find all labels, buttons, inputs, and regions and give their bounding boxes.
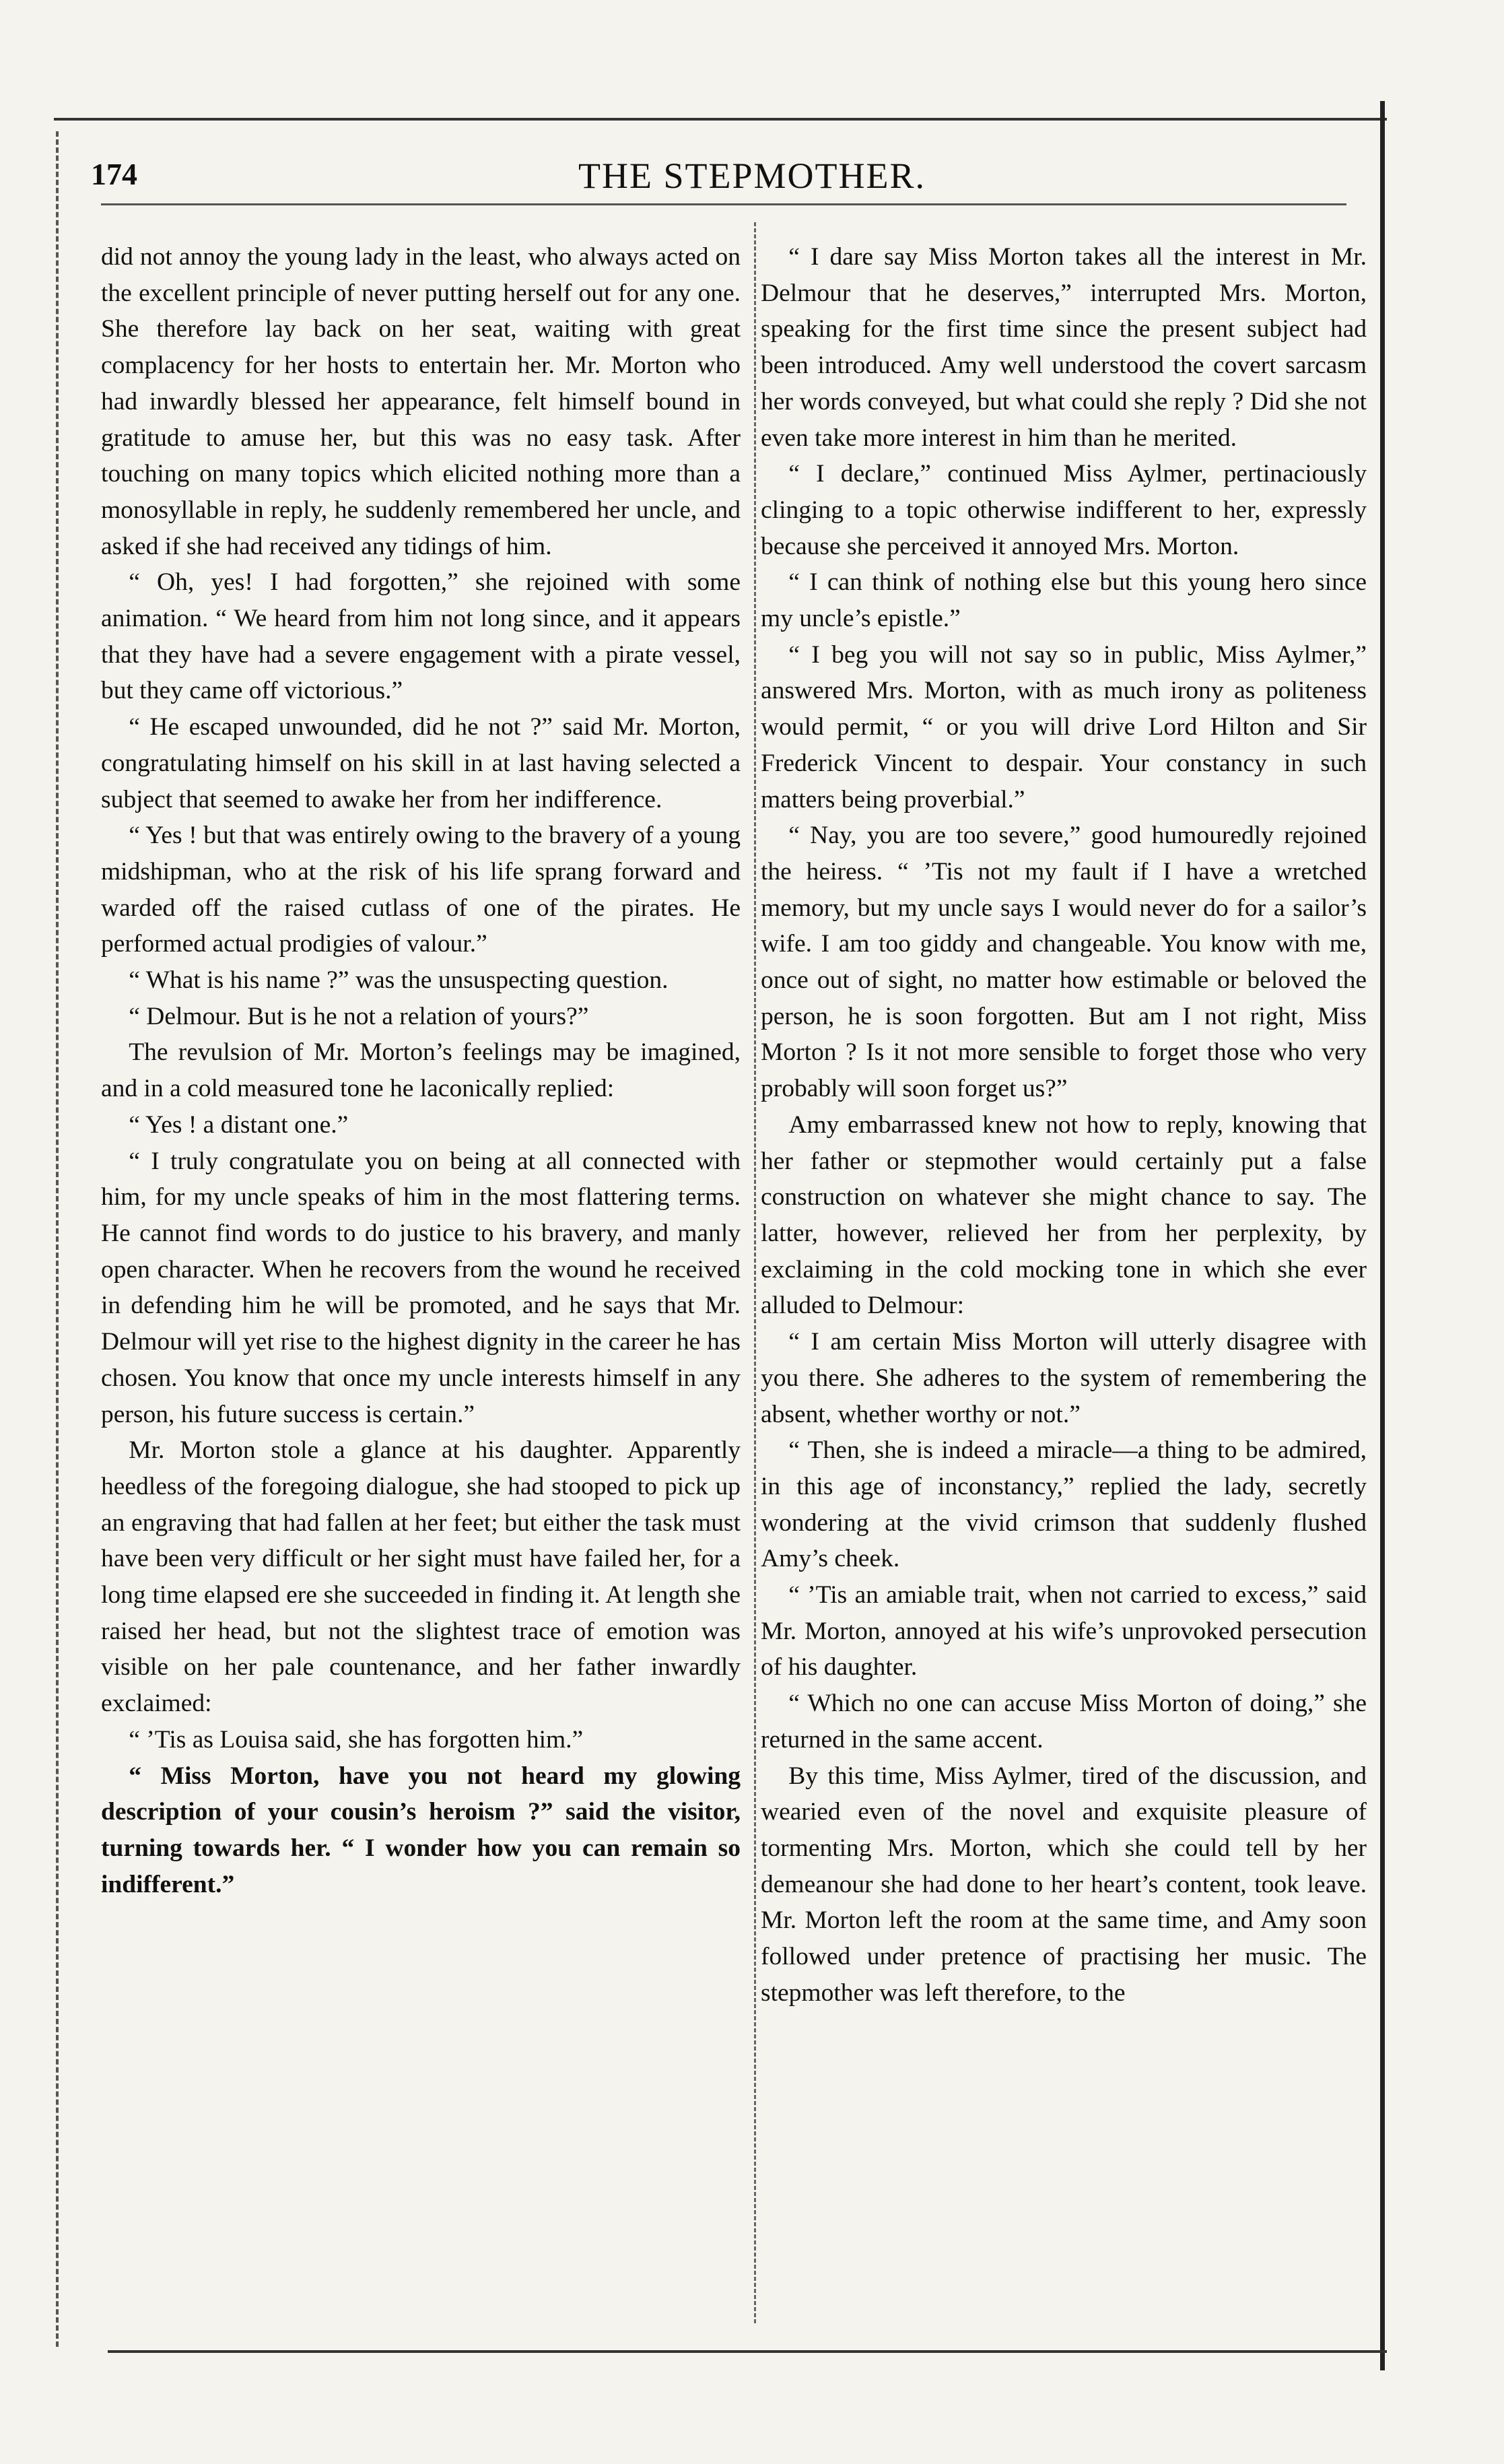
paragraph: “ ’Tis as Louisa said, she has forgotten him.” — [129, 1725, 584, 1754]
paragraph: “ Miss Morton, have you not heard my glowing description of your cousin’s heroism ?” said the visitor, turning towards her. “ I wonder how you can remain so indifferent.” — [101, 1762, 741, 1898]
paragraph: “ Nay, you are too severe,” good humouredly rejoined the heiress. “ ’Tis not my fault if I have a wretched memory, but my uncle says I would never do for a sailor’s wife. I am too giddy and changeable. You know with me, once out of sight, no matter how estimable or beloved the person, he is soon forgotten. But am I not right, Miss Morton ? Is it not more sensible to forget those who very probably will soon forget us?” — [761, 822, 1367, 1103]
paragraph: “ I dare say Miss Morton takes all the interest in Mr. Delmour that he deserves,” interrupted Mrs. Morton, speaking for the first time since the present subject had been introduced. Amy well understood the covert sarcasm her words conveyed, but what could she reply ? Did she not even take more interest in him than he merited. — [761, 243, 1367, 452]
paragraph: The revulsion of Mr. Morton’s feelings may be imagined, and in a cold measured tone he laconically replied: — [101, 1038, 741, 1103]
header-rule — [101, 203, 1346, 205]
paragraph: Mr. Morton stole a glance at his daughter. Apparently heedless of the foregoing dialogue, she had stooped to pick up an engraving that had fallen at her feet; but either the task must have been very difficult or her sight must have failed her, for a long time elapsed ere she succeeded in finding it. At length she raised her head, but not the slightest trace of emotion was visible on her pale countenance, and her father inwardly exclaimed: — [101, 1436, 741, 1718]
paragraph: “ He escaped unwounded, did he not ?” said Mr. Morton, congratulating himself on his skill in at last having selected a subject that seemed to awake her from her indifference. — [101, 713, 741, 813]
page-number: 174 — [91, 157, 137, 191]
paragraph: “ I truly congratulate you on being at all connected with him, for my uncle speaks of him in the most flattering terms. He cannot find words to do justice to his bravery, and manly open character. When he recovers from the wound he received in defending him he will be promoted, and he says that Mr. Delmour will yet rise to the highest dignity in the career he has chosen. You know that once my uncle interests himself in any person, his future success is certain.” — [101, 1147, 741, 1428]
paragraph: By this time, Miss Aylmer, tired of the discussion, and wearied even of the novel and exquisite pleasure of tormenting Mrs. Morton, which she could tell by her demeanour she had done to her heart’s content, took leave. Mr. Morton left the room at the same time, and Amy soon followed under pretence of practising her music. The stepmother was left therefore, to the — [761, 1762, 1367, 2007]
paragraph: “ Yes ! a distant one.” — [129, 1110, 349, 1139]
right-column — [761, 239, 1367, 2011]
paragraph: “ Yes ! but that was entirely owing to the bravery of a young midshipman, who at the risk of his life sprang forward and warded off the raised cutlass of one of the pirates. He performed actual prodigies of valour.” — [101, 822, 741, 958]
paragraph: did not annoy the young lady in the least, who always acted on the excellent principle of never putting herself out for any one. She therefore lay back on her seat, waiting with great complacency for her hosts to entertain her. Mr. Morton who had inwardly blessed her appearance, felt himself bound in gratitude to amuse her, but this was no easy task. After touching on many topics which elicited nothing more than a monosyllable in reply, he suddenly remembered her uncle, and asked if she had received any tidings of him. — [101, 243, 741, 560]
bottom-border-rule — [108, 2350, 1387, 2353]
paragraph: “ Delmour. But is he not a relation of yours?” — [129, 1002, 589, 1030]
running-title: THE STEPMOTHER. — [578, 156, 926, 196]
left-border-rule — [56, 131, 59, 2347]
right-border-rule — [1380, 101, 1385, 2370]
paragraph: “ Oh, yes! I had forgotten,” she rejoined with some animation. “ We heard from him not long since, and it appears that they have had a severe engagement with a pirate vessel, but they came off victorious.” — [101, 568, 741, 705]
paragraph: “ I can think of nothing else but this young hero since my uncle’s epistle.” — [761, 568, 1367, 633]
left-column — [101, 239, 741, 1902]
paragraph: “ I beg you will not say so in public, Miss Aylmer,” answered Mrs. Morton, with as much irony as politeness would permit, “ or you will drive Lord Hilton and Sir Frederick Vincent to despair. Your constancy in such matters being proverbial.” — [761, 640, 1367, 813]
paragraph: “ I declare,” continued Miss Aylmer, pertinaciously clinging to a topic otherwise indifferent to her, expressly because she perceived it annoyed Mrs. Morton. — [761, 460, 1367, 560]
paragraph: “ ’Tis an amiable trait, when not carried to excess,” said Mr. Morton, annoyed at his wife’s unprovoked persecution of his daughter. — [761, 1581, 1367, 1681]
paragraph: Amy embarrassed knew not how to reply, knowing that her father or stepmother would certainly put a false construction on whatever she might chance to say. The latter, however, relieved her from her perplexity, by exclaiming in the cold mocking tone in which she ever alluded to Delmour: — [761, 1110, 1367, 1320]
paragraph: “ Which no one can accuse Miss Morton of doing,” she returned in the same accent. — [761, 1690, 1367, 1754]
paragraph: “ What is his name ?” was the unsuspecting question. — [129, 966, 669, 995]
paragraph: “ Then, she is indeed a miracle—a thing to be admired, in this age of inconstancy,” replied the lady, secretly wondering at the vivid crimson that suddenly flushed Amy’s cheek. — [761, 1436, 1367, 1573]
column-divider — [754, 222, 756, 2323]
top-border-rule — [54, 118, 1387, 121]
paragraph: “ I am certain Miss Morton will utterly disagree with you there. She adheres to the system of remembering the absent, whether worthy or not.” — [761, 1328, 1367, 1428]
